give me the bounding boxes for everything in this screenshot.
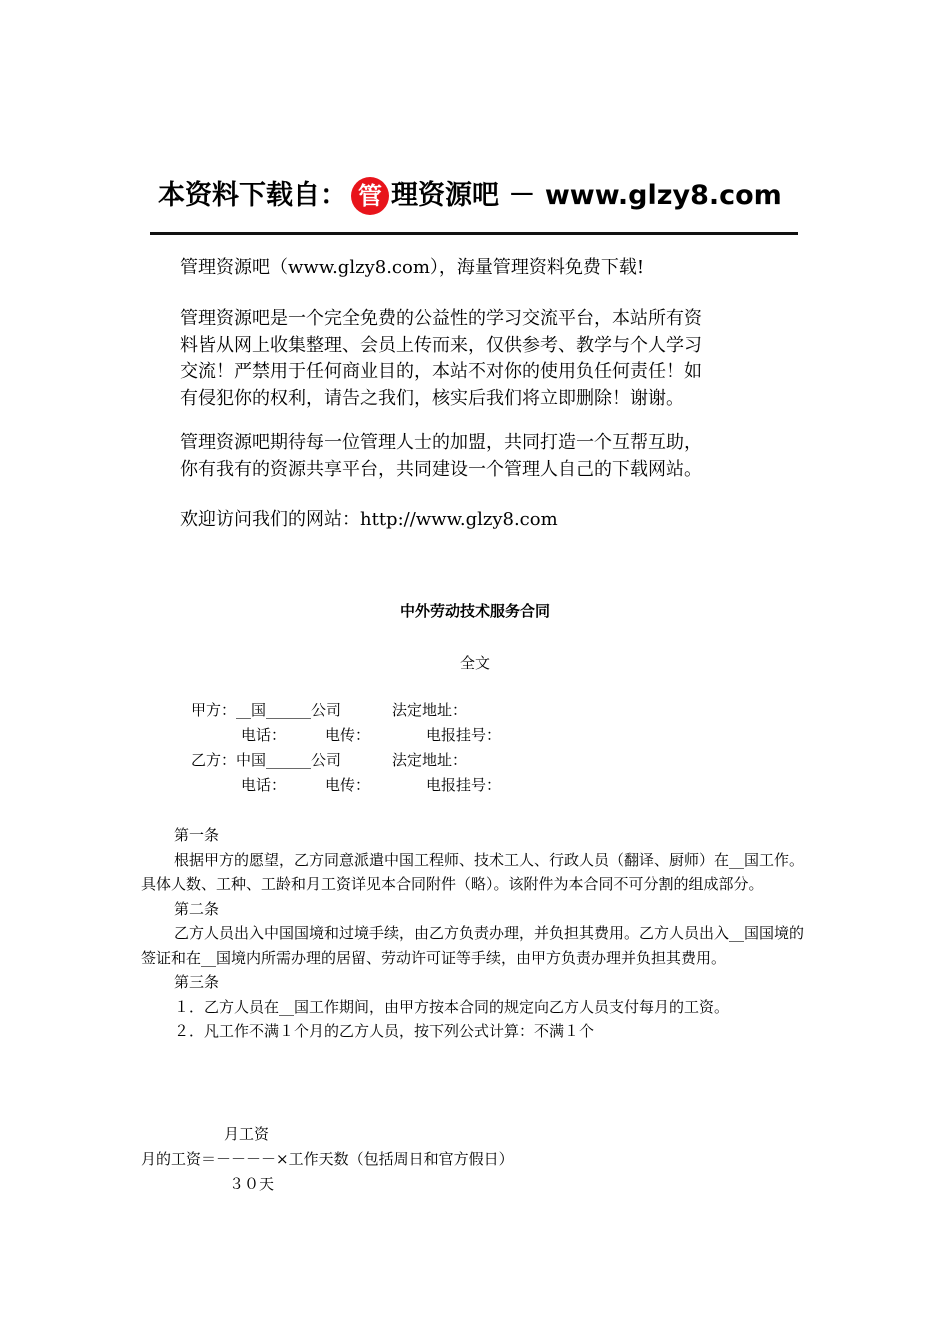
banner-prefix: 本资料下载自：	[158, 180, 347, 211]
banner-divider	[150, 232, 798, 235]
intro-paragraph-2	[180, 306, 780, 412]
contract-title: 中外劳动技术服务合同	[399, 603, 550, 620]
formula-main: 月的工资＝－－－－×工作天数（包括周日和官方假日）	[141, 1150, 514, 1168]
party-b-fax: 电传：	[325, 776, 371, 794]
party-b-phone: 电话：	[241, 776, 287, 794]
article-3-heading: 第三条	[174, 973, 220, 991]
party-a-telegram: 电报挂号：	[426, 726, 502, 744]
article-2-heading: 第二条	[174, 899, 220, 918]
site-logo-icon: 管	[351, 177, 389, 215]
party-b-telegram: 电报挂号：	[426, 776, 502, 794]
formula-denominator: ３０天	[229, 1175, 275, 1193]
intro-p2-line: 管理资源吧是一个完全免费的公益性的学习交流平台，本站所有资	[180, 308, 702, 329]
intro-p2-line: 交流！严禁用于任何商业目的，本站不对你的使用负任何责任！如	[180, 361, 702, 382]
download-banner	[158, 176, 782, 220]
party-a-phone: 电话：	[241, 726, 287, 744]
formula-numerator: 月工资	[224, 1125, 270, 1143]
article-3-item-1: １．乙方人员在__国工作期间，由甲方按本合同的规定向乙方人员支付每月的工资。	[174, 997, 730, 1016]
party-a-fax: 电传：	[325, 726, 371, 744]
intro-p3-line: 管理资源吧期待每一位管理人士的加盟，共同打造一个互帮互助，	[180, 432, 702, 453]
party-b-label: 乙方：中国______公司	[191, 751, 342, 769]
contract-subtitle: 全文	[459, 654, 490, 672]
intro-welcome: 欢迎访问我们的网站：http://www.glzy8.com	[180, 509, 558, 530]
banner-url[interactable]: www.glzy8.com	[544, 180, 782, 211]
intro-line1: 管理资源吧（www.glzy8.com），海量管理资料免费下载!	[180, 257, 645, 278]
party-b-address: 法定地址：	[392, 751, 468, 769]
party-a-address: 法定地址：	[392, 701, 468, 719]
contract-body	[141, 823, 813, 1044]
banner-site-name: 理资源吧	[391, 180, 499, 211]
intro-paragraph-3	[180, 430, 780, 483]
article-1-text: 根据甲方的愿望，乙方同意派遣中国工程师、技术工人、行政人员（翻译、厨师）在__国工作。具体人数、工种、工龄和月工资详见本合同附件（略）。该附件为本合同不可分割的组成部分。	[141, 850, 805, 893]
party-a-label: 甲方：__国______公司	[191, 701, 342, 719]
article-2-text: 乙方人员出入中国国境和过境手续，由乙方负责办理，并负担其费用。乙方人员出入__国国境的签证和在__国境内所需办理的居留、劳动许可证等手续，由甲方负责办理并负担其费用。	[141, 924, 805, 967]
banner-separator: －	[499, 180, 545, 211]
intro-p2-line: 有侵犯你的权利，请告之我们，核实后我们将立即删除！谢谢。	[180, 387, 684, 409]
article-1-heading: 第一条	[174, 826, 220, 844]
intro-p2-line: 料皆从网上收集整理、会员上传而来，仅供参考、教学与个人学习	[180, 334, 702, 356]
intro-p3-line: 你有我有的资源共享平台，共同建设一个管理人自己的下载网站。	[180, 458, 702, 480]
article-3-item-2: ２．凡工作不满１个月的乙方人员，按下列公式计算：不满１个	[174, 1022, 595, 1040]
